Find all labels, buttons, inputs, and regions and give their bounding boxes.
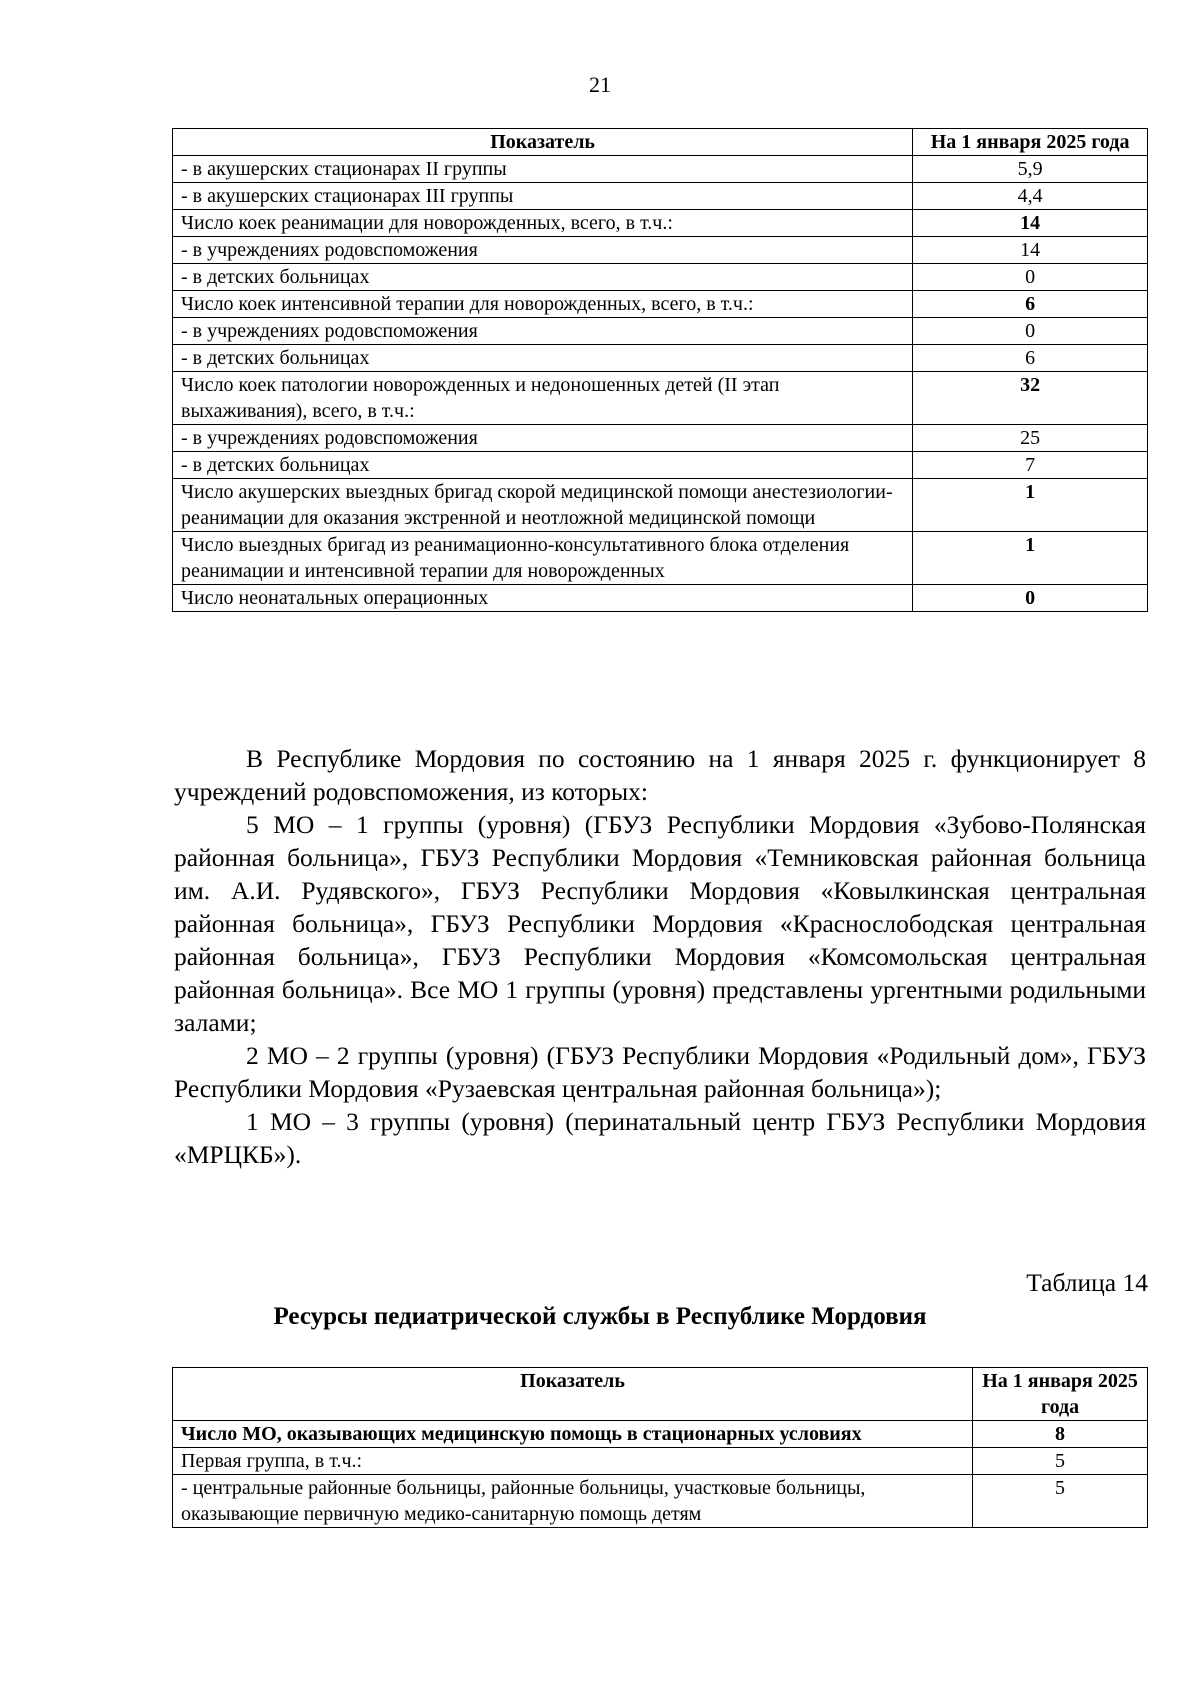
value-cell: 5,9 — [913, 156, 1148, 183]
table-row — [173, 156, 1148, 183]
table-row — [173, 425, 1148, 452]
indicator-cell: Число коек патологии новорожденных и недоношенных детей (II этап выхаживания), всего, в т.ч.: — [173, 372, 913, 425]
paragraph: 2 МО – 2 группы (уровня) (ГБУЗ Республики Мордовия «Родильный дом», ГБУЗ Республики Мордовия «Рузаевская центральная районная больница»); — [174, 1041, 1146, 1103]
indicator-cell: - в детских больницах — [173, 345, 913, 372]
indicator-cell: - в детских больницах — [173, 452, 913, 479]
table-row — [173, 372, 1148, 425]
indicator-cell: - в акушерских стационарах III группы — [173, 183, 913, 210]
value-cell: 5 — [973, 1475, 1148, 1528]
table-row — [173, 1421, 1148, 1448]
value-cell: 14 — [913, 237, 1148, 264]
table-row — [173, 264, 1148, 291]
table-row — [173, 479, 1148, 532]
table-row — [173, 183, 1148, 210]
column-header-indicator: Показатель — [173, 129, 913, 156]
value-cell: 0 — [913, 318, 1148, 345]
column-header-date: На 1 января 2025 года — [973, 1368, 1148, 1421]
table-row — [173, 345, 1148, 372]
value-cell: 32 — [913, 372, 1148, 425]
table-row — [173, 1475, 1148, 1528]
indicator-cell: Число неонатальных операционных — [173, 585, 913, 612]
indicator-cell: Число МО, оказывающих медицинскую помощь в стационарных условиях — [173, 1421, 973, 1448]
paragraph: 5 МО – 1 группы (уровня) (ГБУЗ Республики Мордовия «Зубово-Полянская районная больница», ГБУЗ Республики Мордовия «Темниковская районная больница им. А.И. Рудявского», ГБУЗ Республики Мордовия «Ковылкинская центральная районная больница», ГБУЗ Республики Мордовия «Краснослободская центральная районная больница», ГБУЗ Республики Мордовия «Комсомольская центральная районная больница». Все МО 1 группы (уровня) представлены ургентными родильными залами; — [174, 810, 1146, 1037]
column-header-indicator: Показатель — [173, 1368, 973, 1421]
table-row — [173, 291, 1148, 318]
value-cell: 25 — [913, 425, 1148, 452]
value-cell: 0 — [913, 264, 1148, 291]
table-row — [173, 237, 1148, 264]
paragraph: 1 МО – 3 группы (уровня) (перинатальный центр ГБУЗ Республики Мордовия «МРЦКБ»). — [174, 1107, 1146, 1169]
table-caption: Таблица 14 — [1026, 1268, 1148, 1297]
value-cell: 1 — [913, 479, 1148, 532]
body-text — [174, 742, 1146, 1171]
table-title: Ресурсы педиатрической службы в Республике Мордовия — [273, 1303, 927, 1330]
value-cell: 5 — [973, 1448, 1148, 1475]
page-number: 21 — [589, 72, 611, 97]
value-cell: 14 — [913, 210, 1148, 237]
table-row — [173, 318, 1148, 345]
table-row — [173, 585, 1148, 612]
indicator-cell: Число выездных бригад из реанимационно-консультативного блока отделения реанимации и интенсивной терапии для новорожденных — [173, 532, 913, 585]
table-row — [173, 452, 1148, 479]
value-cell: 1 — [913, 532, 1148, 585]
indicator-cell: - в учреждениях родовспоможения — [173, 318, 913, 345]
table-row — [173, 1448, 1148, 1475]
pediatric-resources-table — [172, 1367, 1148, 1528]
indicator-cell: - в детских больницах — [173, 264, 913, 291]
indicator-cell: Число коек реанимации для новорожденных, всего, в т.ч.: — [173, 210, 913, 237]
value-cell: 8 — [973, 1421, 1148, 1448]
indicator-cell: - центральные районные больницы, районные больницы, участковые больницы, оказывающие первичную медико-санитарную помощь детям — [173, 1475, 973, 1528]
value-cell: 6 — [913, 345, 1148, 372]
indicator-cell: - в акушерских стационарах II группы — [173, 156, 913, 183]
neonatal-resources-table — [172, 128, 1148, 612]
indicator-cell: Первая группа, в т.ч.: — [173, 1448, 973, 1475]
paragraph: В Республике Мордовия по состоянию на 1 января 2025 г. функционирует 8 учреждений родовспоможения, из которых: — [174, 744, 1146, 806]
column-header-date: На 1 января 2025 года — [913, 129, 1148, 156]
value-cell: 0 — [913, 585, 1148, 612]
table-header-row — [173, 1368, 1148, 1421]
value-cell: 4,4 — [913, 183, 1148, 210]
table-row — [173, 532, 1148, 585]
indicator-cell: - в учреждениях родовспоможения — [173, 425, 913, 452]
value-cell: 6 — [913, 291, 1148, 318]
table-row — [173, 210, 1148, 237]
indicator-cell: Число коек интенсивной терапии для новорожденных, всего, в т.ч.: — [173, 291, 913, 318]
value-cell: 7 — [913, 452, 1148, 479]
indicator-cell: - в учреждениях родовспоможения — [173, 237, 913, 264]
table-header-row — [173, 129, 1148, 156]
indicator-cell: Число акушерских выездных бригад скорой медицинской помощи анестезиологии-реанимации для оказания экстренной и неотложной медицинской помощи — [173, 479, 913, 532]
